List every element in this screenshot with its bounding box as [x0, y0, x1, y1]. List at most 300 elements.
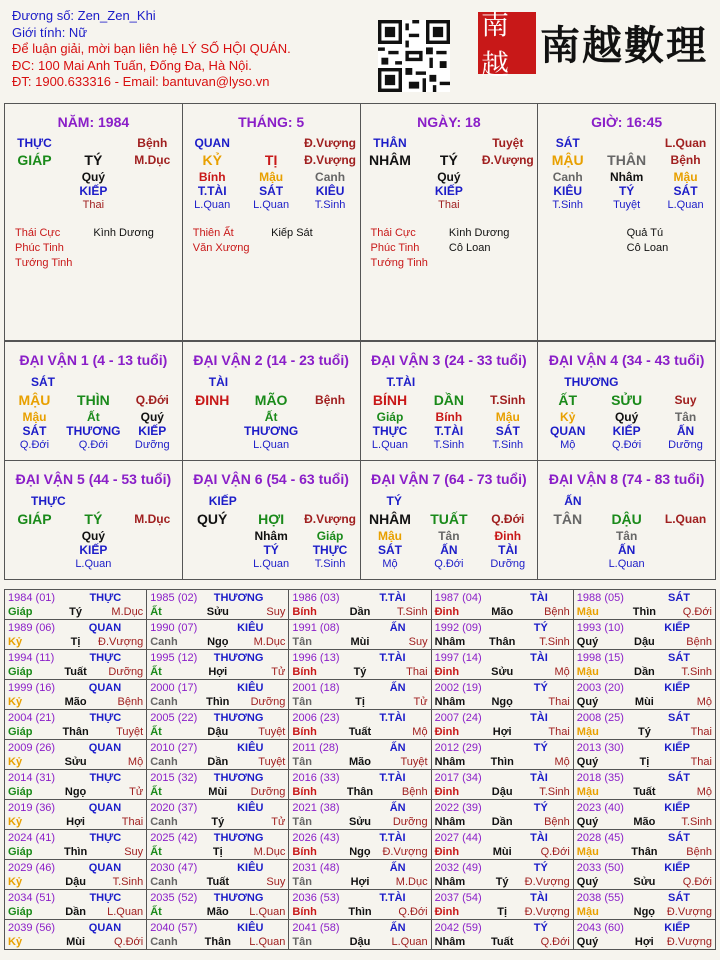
year-branch: Tý [637, 726, 651, 738]
dai-van-main-row [183, 390, 360, 410]
star-name: Kình Dương [448, 227, 510, 239]
year-stage: Dưỡng [108, 666, 144, 678]
star-name: Cô Loan [626, 242, 669, 254]
year-cell [5, 800, 147, 830]
year-line-2 [577, 815, 712, 829]
year-label: 2007 (24) [434, 712, 482, 724]
hidden-stem-value [183, 557, 242, 571]
hidden-stem-value: Ất [264, 410, 278, 424]
life-stage: M.Dục [134, 153, 171, 167]
year-ten-god: THỰC [89, 772, 122, 784]
year-line-1 [577, 651, 712, 665]
year-label: 2008 (25) [576, 712, 624, 724]
year-branch: Tý [353, 666, 367, 678]
dai-van-title: ĐẠI VẬN 7 (64 - 73 tuổi) [371, 471, 527, 487]
four-pillars-grid [4, 103, 716, 341]
star-name: Thái Cực [370, 227, 416, 239]
year-stem: Nhâm [434, 756, 466, 768]
year-stem: Giáp [8, 906, 33, 918]
year-branch: Tị [212, 846, 223, 858]
year-line-1 [292, 591, 427, 605]
year-line-2 [292, 755, 427, 769]
year-cell [574, 920, 716, 950]
year-line-1 [292, 771, 427, 785]
year-stem: Quý [576, 636, 599, 648]
year-label: 2012 (29) [434, 742, 482, 754]
year-branch: Mão [491, 606, 514, 618]
hidden-stem-value: Ất [87, 410, 100, 424]
year-line-1 [435, 711, 570, 725]
year-cell [5, 680, 147, 710]
year-line-1 [292, 681, 427, 695]
year-cell [5, 770, 147, 800]
year-line-1 [150, 801, 285, 815]
year-stem: Ất [150, 666, 162, 678]
year-ten-god: TÝ [533, 622, 548, 634]
year-stem: Quý [576, 756, 599, 768]
year-label: 2011 (28) [292, 742, 339, 754]
year-ten-god: KIẾP [664, 742, 690, 754]
year-ten-god: TÀI [530, 652, 548, 664]
life-stage: L.Quan [664, 136, 707, 150]
year-stem: Đinh [434, 846, 460, 858]
year-ten-god: T.TÀI [379, 832, 406, 844]
hidden-stem-value: L.Quan [194, 199, 231, 211]
year-stem: Ất [150, 786, 162, 798]
year-ten-god: TÝ [533, 802, 548, 814]
hidden-stem-value [301, 424, 360, 438]
dai-van-cell [538, 342, 716, 461]
pillar-stars [361, 226, 538, 271]
contact-note: Để luận giải, mời bạn liên hệ LÝ SỐ HỘI QUÁN. [12, 41, 291, 56]
hidden-stem-value: T.TÀI [197, 184, 227, 198]
year-stem: Mậu [576, 666, 599, 678]
chart-header [12, 8, 291, 91]
year-line-1 [150, 681, 285, 695]
heavenly-stem: BÍNH [372, 392, 408, 408]
hidden-stem-row [361, 529, 538, 543]
year-cell [5, 920, 147, 950]
hidden-stem-value [301, 410, 360, 424]
year-cell [432, 890, 574, 920]
year-line-2 [577, 635, 712, 649]
hidden-stem-value: ẤN [676, 424, 695, 438]
year-stage: Dưỡng [250, 786, 286, 798]
year-stage: Đ.Vượng [666, 936, 712, 948]
star-name [449, 256, 527, 271]
year-line-1 [435, 921, 570, 935]
year-line-2 [150, 815, 285, 829]
year-stage: Tuyệt [258, 726, 286, 738]
brand-logo-text: 南越數理 [540, 22, 708, 69]
star-name: Quả Tú [626, 227, 664, 239]
year-ten-god: THỰC [89, 592, 122, 604]
dai-van-main-row [538, 509, 715, 529]
hidden-stem-row [5, 557, 182, 571]
hidden-stage: Thai [82, 199, 105, 211]
pillar-main-row [538, 150, 715, 170]
hidden-stem: Quý [437, 170, 461, 184]
dai-van-cell [5, 461, 183, 580]
year-ten-god: KIẾP [664, 802, 690, 814]
dai-van-row-1 [4, 341, 716, 461]
hidden-stem-row [361, 424, 538, 438]
year-cell [574, 740, 716, 770]
year-ten-god: KIẾP [664, 922, 690, 934]
year-ten-god: TÀI [530, 712, 548, 724]
year-line-2 [292, 845, 427, 859]
hidden-stem-row [538, 529, 715, 543]
year-cell [289, 740, 431, 770]
earthly-branch: SỬU [611, 392, 643, 408]
life-stage: Đ.Vượng [304, 136, 356, 150]
year-line-2 [292, 725, 427, 739]
year-stem: Đinh [434, 786, 460, 798]
year-branch: Tuất [633, 786, 656, 798]
year-stem: Tân [292, 876, 312, 888]
year-ten-god: ẤN [389, 862, 406, 874]
life-stage: Q.Đới [491, 512, 525, 526]
hidden-stem-value: KIÊU [553, 184, 583, 198]
pillar-main-row [361, 150, 538, 170]
pillar-cell [361, 104, 539, 341]
dai-van-ten-god: TÀI [208, 375, 229, 389]
year-label: 2030 (47) [150, 862, 198, 874]
year-line-2 [435, 815, 570, 829]
hidden-stem-row [538, 438, 715, 452]
year-branch: Tuất [348, 726, 372, 738]
ten-god: THÂN [373, 136, 407, 150]
year-line-1 [8, 801, 143, 815]
year-line-1 [150, 711, 285, 725]
year-line-2 [435, 695, 570, 709]
hidden-stem-value: Mậu [22, 410, 47, 424]
hidden-stem-value: THƯƠNG [66, 424, 121, 438]
year-stage: L.Quan [391, 936, 428, 948]
hidden-stem-value: Mậu [495, 410, 520, 424]
year-stem: Giáp [8, 726, 33, 738]
year-stage: T.Sinh [539, 636, 570, 648]
hidden-stem-value: Kỷ [560, 410, 576, 424]
year-stem: Kỷ [8, 636, 23, 648]
year-branch: Tý [211, 816, 225, 828]
life-stage: Bệnh [670, 153, 701, 167]
year-stem: Nhâm [434, 636, 466, 648]
pillar-cell [5, 104, 183, 341]
pillar-stars [183, 226, 360, 256]
star-name: Phúc Tinh [370, 242, 420, 254]
year-ten-god: ẤN [389, 802, 406, 814]
year-label: 1985 (02) [150, 592, 198, 604]
hidden-stem-value: Q.Đới [434, 558, 464, 570]
year-branch: Ngọ [207, 636, 229, 648]
hidden-stem-row [538, 543, 715, 557]
year-line-1 [435, 591, 570, 605]
year-stage: M.Dục [253, 846, 286, 858]
year-ten-god: THƯƠNG [213, 592, 264, 604]
year-stem: Mậu [576, 606, 599, 618]
hidden-stem-row [5, 410, 182, 424]
year-cell [5, 650, 147, 680]
year-stage: Bệnh [117, 696, 144, 708]
year-ten-god: ẤN [389, 922, 406, 934]
hidden-stem-value: Quý [140, 410, 164, 424]
year-stage: Q.Đới [398, 906, 428, 918]
dai-van-ten-god: T.TÀI [386, 375, 416, 389]
year-line-2 [8, 905, 143, 919]
year-stem: Bính [292, 606, 317, 618]
hidden-stem-row [183, 184, 360, 198]
life-stage: L.Quan [664, 512, 707, 526]
year-ten-god: TÀI [530, 772, 548, 784]
hidden-stem-row [538, 424, 715, 438]
dai-van-cell [183, 461, 361, 580]
star-name [93, 241, 171, 256]
heavenly-stem: NHÂM [368, 511, 411, 527]
year-label: 2014 (31) [8, 772, 56, 784]
dai-van-title: ĐẠI VẬN 6 (54 - 63 tuổi) [193, 471, 349, 487]
year-line-1 [8, 771, 143, 785]
year-ten-god: TÝ [533, 682, 548, 694]
year-cell [432, 920, 574, 950]
hidden-stem-row [361, 410, 538, 424]
year-line-2 [577, 725, 712, 739]
year-stage: Q.Đới [682, 876, 712, 888]
year-ten-god: QUAN [88, 682, 122, 694]
year-branch: Sửu [491, 666, 514, 678]
year-line-2 [292, 605, 427, 619]
pillar-cell [183, 104, 361, 341]
year-branch: Tị [355, 696, 365, 708]
earthly-branch: THÌN [77, 392, 110, 408]
year-stem: Bính [292, 726, 317, 738]
year-stage: Đ.Vượng [666, 906, 712, 918]
year-label: 2015 (32) [150, 772, 198, 784]
year-stem: Quý [576, 696, 599, 708]
year-cell [574, 890, 716, 920]
year-line-1 [577, 891, 712, 905]
year-label: 2001 (18) [292, 682, 340, 694]
year-stage: Bệnh [401, 786, 428, 798]
year-ten-god: SÁT [667, 892, 690, 904]
year-ten-god: SÁT [667, 712, 690, 724]
year-line-2 [292, 935, 427, 949]
year-stem: Tân [292, 756, 312, 768]
earthly-branch: THÂN [607, 152, 647, 168]
star-name [271, 241, 349, 256]
hidden-stem-row [5, 529, 182, 543]
year-line-2 [150, 695, 285, 709]
life-stage: T.Sinh [490, 393, 526, 407]
heavenly-stem: MẬU [18, 392, 51, 408]
year-cell [147, 830, 289, 860]
year-stage: Bệnh [686, 636, 712, 648]
year-cell [147, 590, 289, 620]
pillar-top-row [538, 136, 715, 150]
year-stage: Suy [266, 606, 286, 618]
year-line-1 [8, 651, 143, 665]
hidden-stem-value: TÝ [263, 543, 279, 557]
year-cell [574, 590, 716, 620]
hidden-stem-row [538, 184, 715, 198]
year-stage: Thai [548, 726, 570, 738]
year-stage: Mộ [696, 786, 712, 798]
year-stem: Canh [150, 696, 178, 708]
hidden-stem-value: Mộ [382, 558, 398, 570]
year-branch: Dần [349, 606, 371, 618]
hidden-stem-row [5, 438, 182, 452]
year-ten-god: SÁT [667, 652, 690, 664]
year-line-2 [8, 605, 143, 619]
hidden-stem-value: Canh [552, 170, 583, 184]
year-cell [432, 680, 574, 710]
hidden-stem-row [361, 543, 538, 557]
year-stem: Canh [150, 816, 178, 828]
hidden-stem-value: SÁT [377, 543, 402, 557]
year-stem: Giáp [8, 786, 33, 798]
year-stem: Bính [292, 786, 317, 798]
year-cell [147, 920, 289, 950]
ten-god: SÁT [555, 136, 580, 150]
hidden-ten-god: KIẾP [434, 184, 463, 198]
hidden-stem-value: T.Sinh [492, 439, 524, 451]
year-cell [5, 740, 147, 770]
year-cell [147, 620, 289, 650]
year-branch: Thìn [206, 696, 230, 708]
year-stem: Giáp [8, 606, 33, 618]
year-branch: Sửu [348, 816, 371, 828]
star-name: Phúc Tinh [15, 242, 64, 254]
year-line-2 [8, 695, 143, 709]
life-stage: Tuyệt [492, 136, 524, 150]
hidden-stem-value: THỰC [372, 424, 408, 438]
year-line-1 [8, 891, 143, 905]
year-stage: Mộ [412, 726, 428, 738]
year-branch: Dần [491, 816, 513, 828]
year-label: 2038 (55) [576, 892, 624, 904]
year-line-1 [577, 921, 712, 935]
year-stage: Tuyệt [116, 726, 144, 738]
year-branch: Mão [348, 756, 371, 768]
year-ten-god: KIẾP [664, 682, 690, 694]
hidden-stem-value: Mộ [560, 439, 576, 451]
dai-van-main-row [538, 390, 715, 410]
hidden-stem-value [123, 543, 182, 557]
year-stage: Mộ [696, 696, 712, 708]
year-cell [5, 830, 147, 860]
contact-phone-email: ĐT: 1900.633316 - Email: bantuvan@lyso.vn [12, 74, 270, 89]
year-line-2 [8, 935, 143, 949]
star-name: Thái Cực [15, 227, 61, 239]
year-branch: Ngọ [64, 786, 87, 798]
hidden-stem-value: Tân [674, 410, 697, 424]
year-line-2 [150, 755, 285, 769]
hidden-stem-value: Mậu [377, 529, 402, 543]
year-branch: Dần [65, 906, 86, 918]
year-branch: Mão [64, 696, 87, 708]
pillar-top-row [183, 136, 360, 150]
year-ten-god: THỰC [89, 832, 122, 844]
hidden-stem-value: THỰC [312, 543, 348, 557]
hidden-stem-value: SÁT [259, 184, 284, 198]
year-line-2 [435, 605, 570, 619]
hidden-stem-value: Dưỡng [490, 558, 526, 570]
year-label: 2020 (37) [150, 802, 198, 814]
spacer [242, 136, 301, 150]
year-branch: Ngọ [491, 696, 513, 708]
year-stage: Mộ [127, 756, 144, 768]
hidden-stem-row [183, 410, 360, 424]
year-label: 2019 (36) [8, 802, 56, 814]
hidden-stem-row [538, 557, 715, 571]
year-ten-god: THƯƠNG [213, 832, 264, 844]
year-line-2 [292, 875, 427, 889]
pillar-top-row [5, 136, 182, 150]
year-stem: Kỷ [8, 696, 23, 708]
hidden-stem-value: SÁT [673, 184, 698, 198]
dai-van-cell [538, 461, 716, 580]
year-line-2 [150, 725, 285, 739]
year-cell [289, 890, 431, 920]
year-line-1 [8, 591, 143, 605]
year-stage: Thai [548, 696, 570, 708]
year-stage: Dưỡng [392, 816, 428, 828]
year-line-2 [435, 725, 570, 739]
year-label: 2025 (42) [150, 832, 198, 844]
year-stem: Kỷ [8, 816, 23, 828]
year-label: 2026 (43) [292, 832, 340, 844]
year-label: 2033 (50) [576, 862, 624, 874]
year-line-2 [150, 665, 285, 679]
life-stage: Đ.Vượng [481, 153, 534, 167]
pillar-title: NĂM: 1984 [57, 114, 130, 130]
year-cell [432, 710, 574, 740]
hidden-stem-value: Nhâm [254, 529, 288, 543]
year-stage: Tử [413, 696, 428, 708]
hidden-stem-value: SÁT [495, 424, 520, 438]
earthly-branch: MÃO [254, 392, 288, 408]
hidden-stem-row [538, 198, 715, 212]
contact-address: ĐC: 100 Mai Anh Tuấn, Đống Đa, Hà Nội. [12, 57, 252, 73]
year-stage: Q.Đới [113, 936, 144, 948]
dai-van-title: ĐẠI VẬN 2 (14 - 23 tuổi) [193, 352, 349, 368]
year-stem: Ất [150, 846, 162, 858]
hidden-stem-value [183, 424, 242, 438]
year-stage: Tử [271, 666, 286, 678]
year-cell [574, 770, 716, 800]
year-line-2 [292, 635, 427, 649]
hidden-stem-value [5, 529, 64, 543]
year-stem: Nhâm [434, 696, 466, 708]
year-branch: Thìn [348, 906, 372, 918]
year-line-1 [577, 621, 712, 635]
year-stem: Tân [292, 696, 312, 708]
year-ten-god: KIÊU [237, 682, 264, 694]
star-name: Tướng Tinh [15, 257, 73, 269]
year-label: 1986 (03) [292, 592, 340, 604]
year-label: 1992 (09) [434, 622, 482, 634]
year-line-1 [292, 891, 427, 905]
year-stage: Mộ [554, 756, 570, 768]
year-ten-god: THƯƠNG [213, 652, 264, 664]
hidden-stem-value: L.Quan [253, 558, 290, 570]
year-cell [289, 710, 431, 740]
year-label: 2017 (34) [434, 772, 482, 784]
year-stem: Quý [576, 936, 599, 948]
year-branch: Sửu [206, 606, 229, 618]
star-name [93, 256, 171, 271]
year-stem: Ất [150, 606, 162, 618]
